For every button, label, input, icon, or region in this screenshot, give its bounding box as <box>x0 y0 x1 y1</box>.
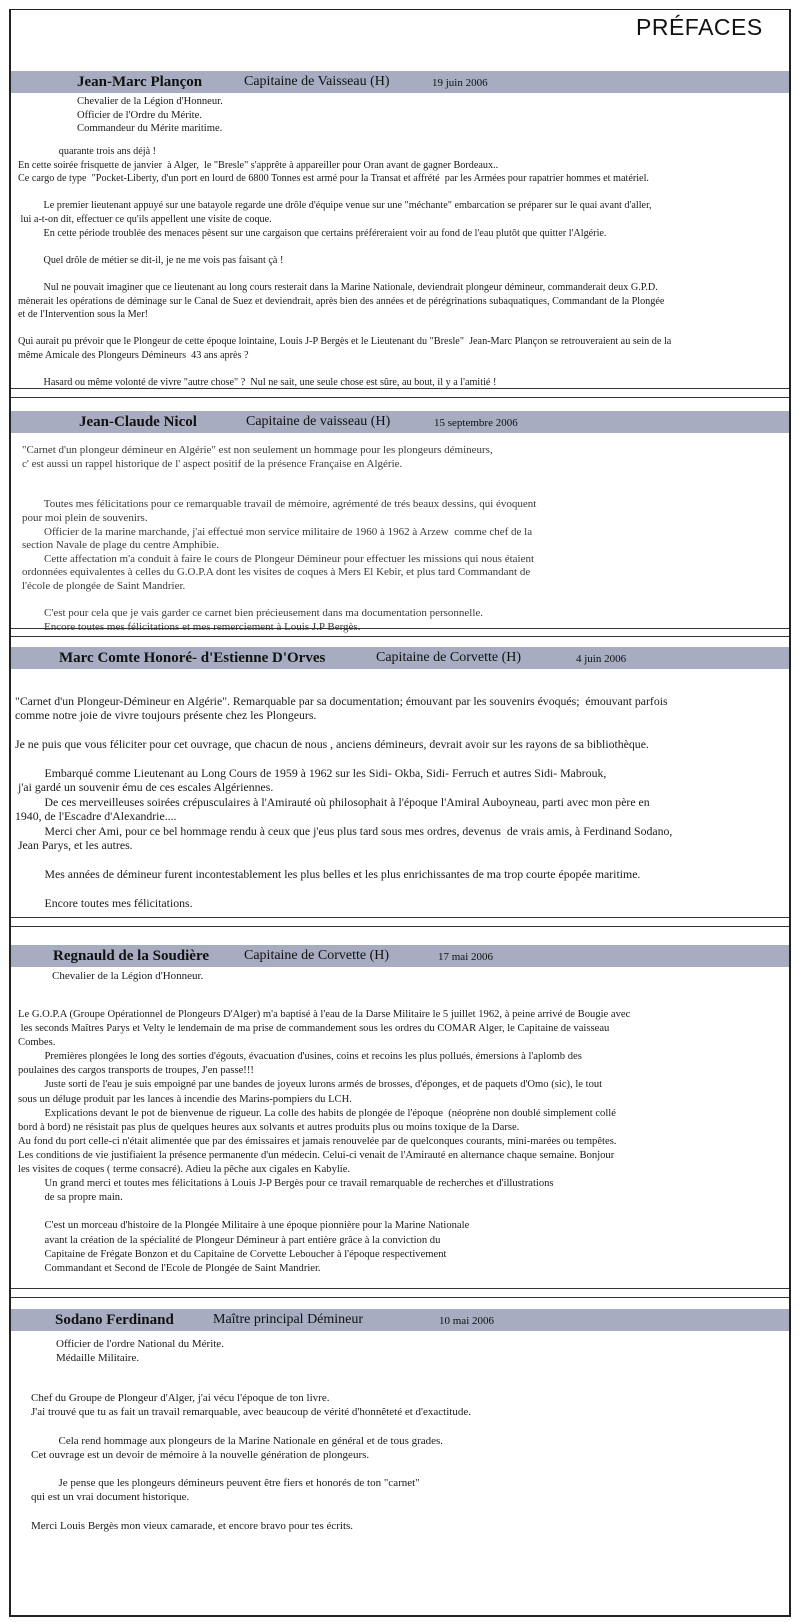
author-honors: Chevalier de la Légion d'Honneur. <box>52 970 204 982</box>
author-rank: Capitaine de vaisseau (H) <box>246 414 391 429</box>
section-divider <box>11 926 789 927</box>
preface-header-nicol <box>11 411 789 433</box>
author-name: Jean-Claude Nicol <box>79 414 197 430</box>
author-rank: Capitaine de Vaisseau (H) <box>244 74 390 89</box>
section-divider <box>11 636 789 637</box>
preface-body: "Carnet d'un plongeur démineur en Algérie" est non seulement un hommage pour les plongeurs démineurs, c' est aussi un rappel historique de l' aspect positif de la présence Française en Algérie. Toutes mes félicitations pour ce remarquable travail de mémoire, agrémenté de trés beaux dessins, qui évoquent pour moi plein de souvenirs. Officier de la marine marchande, j'ai effectué mon service militaire de 1960 à 1962 à Arzew comme chef de la section Navale de plage du centre Amphibie. Cette affectation m'a conduit à faire le cours de Plongeur Démineur pour effectuer les missions qui nous étaient ordonnées equivalentes à celles du G.O.P.A dont les visites de coques à Mers El Kebir, et plus tard Commandant de l'école de plongée de Saint Mandrier. C'est pour cela que je vais garder ce carnet bien précieusement dans ma documentation personnelle. Encore toutes mes félicitations et mes remerciement à Louis J.P Bergès. <box>22 444 537 633</box>
preface-header-orves <box>11 647 789 669</box>
preface-body: quarante trois ans déjà ! En cette soirée frisquette de janvier à Alger, le "Bresle" s'apprête à appareiller pour Oran avant de gagner Bordeaux.. Ce cargo de type "Pocket-Liberty, d'un port en lourd de 6800 Tonnes est armé pour la Transat et affrété par les Armées pour rapatrier hommes et matériel. Le premier lieutenant appuyé sur une batayole regarde une drôle d'équipe venue sur une "méchante" embarcation se préparer sur le quai avant d'aller, lui a-t-on dit, effectuer ce qu'ils appellent une visite de coque. En cette période troublée des menaces pèsent sur une cargaison que certains préféreraient voir au fond de l'eau plutôt que quitter l'Algérie. Quel drôle de métier se dit-il, je ne me vois pas faisant çà ! Nul ne pouvait imaginer que ce lieutenant au long cours resterait dans la Marine Nationale, deviendrait plongeur démineur, commanderait deux G.P.D. mènerait les opérations de déminage sur le Canal de Suez et deviendrait, après bien des années et de pérégrinations subaquatiques, Commandant de la Plongée et de l'Intervention sous la Mer! Qui aurait pu prévoir que le Plongeur de cette époque lointaine, Louis J-P Bergès et le Lieutenant du "Bresle" Jean-Marc Plançon se retrouveraient au sein de la même Amicale des Plongeurs Démineurs 43 ans après ? Hasard ou même volonté de vivre "autre chose" ? Nul ne sait, une seule chose est sûre, au bout, il y a l'amitié ! <box>18 146 672 389</box>
section-divider <box>11 397 789 398</box>
preface-body: "Carnet d'un Plongeur-Démineur en Algérie". Remarquable par sa documentation; émouvant par les souvenirs évoqués; émouvant parfois comme notre joie de vivre toujours présente chez les Plongeurs. Je ne puis que vous féliciter pour cet ouvrage, que chacun de nous , anciens démineurs, devrait avoir sur les rayons de sa bibliothèque. Embarqué comme Lieutenant au Long Cours de 1959 à 1962 sur les Sidi- Okba, Sidi- Ferruch et autres Sidi- Mabrouk, j'ai gardé un souvenir ému de ces escales Algériennes. De ces merveilleuses soirées crépusculaires à l'Amirauté où philosophait à l'époque l'Amiral Auboyneau, parti avec mon père en 1940, de l'Escadre d'Alexandrie.... Merci cher Ami, pour ce bel hommage rendu à ceux que j'eus plus tard sous mes ordres, devenus de vrais amis, à Ferdinand Sodano, Jean Parys, et les autres. Mes années de démineur furent incontestablement les plus belles et les plus enrichissantes de ma trop courte épopée maritime. Encore toutes mes félicitations. <box>15 694 673 910</box>
section-divider <box>11 917 789 918</box>
section-divider <box>11 388 789 389</box>
preface-date: 17 mai 2006 <box>438 951 493 963</box>
author-name: Regnauld de la Soudière <box>53 948 209 964</box>
preface-date: 15 septembre 2006 <box>434 417 518 429</box>
preface-date: 10 mai 2006 <box>439 1315 494 1327</box>
author-honors: Chevalier de la Légion d'Honneur. Officier de l'Ordre du Mérite. Commandeur du Mérite maritime. <box>77 96 223 135</box>
author-name: Sodano Ferdinand <box>55 1312 174 1328</box>
preface-header-plancon <box>11 71 789 93</box>
author-rank: Capitaine de Corvette (H) <box>244 948 390 963</box>
author-name: Jean-Marc Plançon <box>77 74 203 90</box>
author-rank: Capitaine de Corvette (H) <box>376 650 522 665</box>
author-honors: Officier de l'ordre National du Mérite. Médaille Militaire. <box>56 1338 224 1365</box>
preface-body: Chef du Groupe de Plongeur d'Alger, j'ai vécu l'époque de ton livre. J'ai trouvé que tu as fait un travail remarquable, avec beaucoup de vérité d'honnêteté et d'exactitude. Cela rend hommage aux plongeurs de la Marine Nationale en général et de tous grades. Cet ouvrage est un devoir de mémoire à la nouvelle génération de plongeurs. Je pense que les plongeurs démineurs peuvent être fiers et honorés de ton "carnet" qui est un vrai document historique. Merci Louis Bergès mon vieux camarade, et encore bravo pour tes écrits. <box>31 1392 471 1532</box>
author-name: Marc Comte Honoré- d'Estienne D'Orves <box>59 650 326 666</box>
page-title: PRÉFACES <box>636 14 763 40</box>
preface-header-sodano <box>11 1309 789 1331</box>
preface-body: Le G.O.P.A (Groupe Opérationnel de Plongeurs D'Alger) m'a baptisé à l'eau de la Darse Militaire le 5 juillet 1962, à peine arrivé de Bougie avec les seconds Maîtres Parys et Velty le lendemain de ma prise de commandement sous les ordres du COMAR Alger, le Capitaine de vaisseau Combes. Premières plongées le long des sorties d'égouts, évacuation d'usines, coins et recoins les plus pollués, émersions à l'aplomb des poulaines des cargos transports de troupes, J'en passe!!! Juste sorti de l'eau je suis empoigné par une bandes de joyeux lurons armés de brosses, d'éponges, et de paquets d'Omo (sic), le tout sous un déluge produit par les lances à incendie des Marins-pompiers du LCH. Explications devant le pot de bienvenue de rigueur. La colle des habits de plongée de l'époque (néoprène non doublé simplement collé bord à bord) ne résistait pas plus de quelques heures aux solvants et autres produits plus ou moins toxique de la Darse. Au fond du port celle-ci n'était alimentée que par des émissaires et jamais renouvelée par de quelconques courants, mini-marées ou tempêtes. Les conditions de vie justifiaient la présence permanente d'un médecin. Celui-ci venait de l'Amirauté en alternance chaque semaine. Bonjour les visites de coques ( terme consacré). Adieu la pêche aux cigales en Kabylie. Un grand merci et toutes mes félicitations à Louis J-P Bergès pour ce travail remarquable de recherches et d'illustrations de sa propre main. C'est un morceau d'histoire de la Plongée Militaire à une époque pionnière pour la Marine Nationale avant la création de la spécialité de Plongeur Démineur à part entière grâce à la conviction du Capitaine de Frégate Bonzon et du Capitaine de Corvette Leboucher à l'époque respectivement Commandant et Second de l'Ecole de Plongée de Saint Mandrier. <box>18 1009 631 1274</box>
preface-date: 19 juin 2006 <box>432 77 488 89</box>
preface-header-soudiere <box>11 945 789 967</box>
section-divider <box>11 628 789 629</box>
author-rank: Maître principal Démineur <box>213 1312 364 1327</box>
section-divider <box>11 1297 789 1298</box>
preface-date: 4 juin 2006 <box>576 653 627 665</box>
section-divider <box>11 1288 789 1289</box>
